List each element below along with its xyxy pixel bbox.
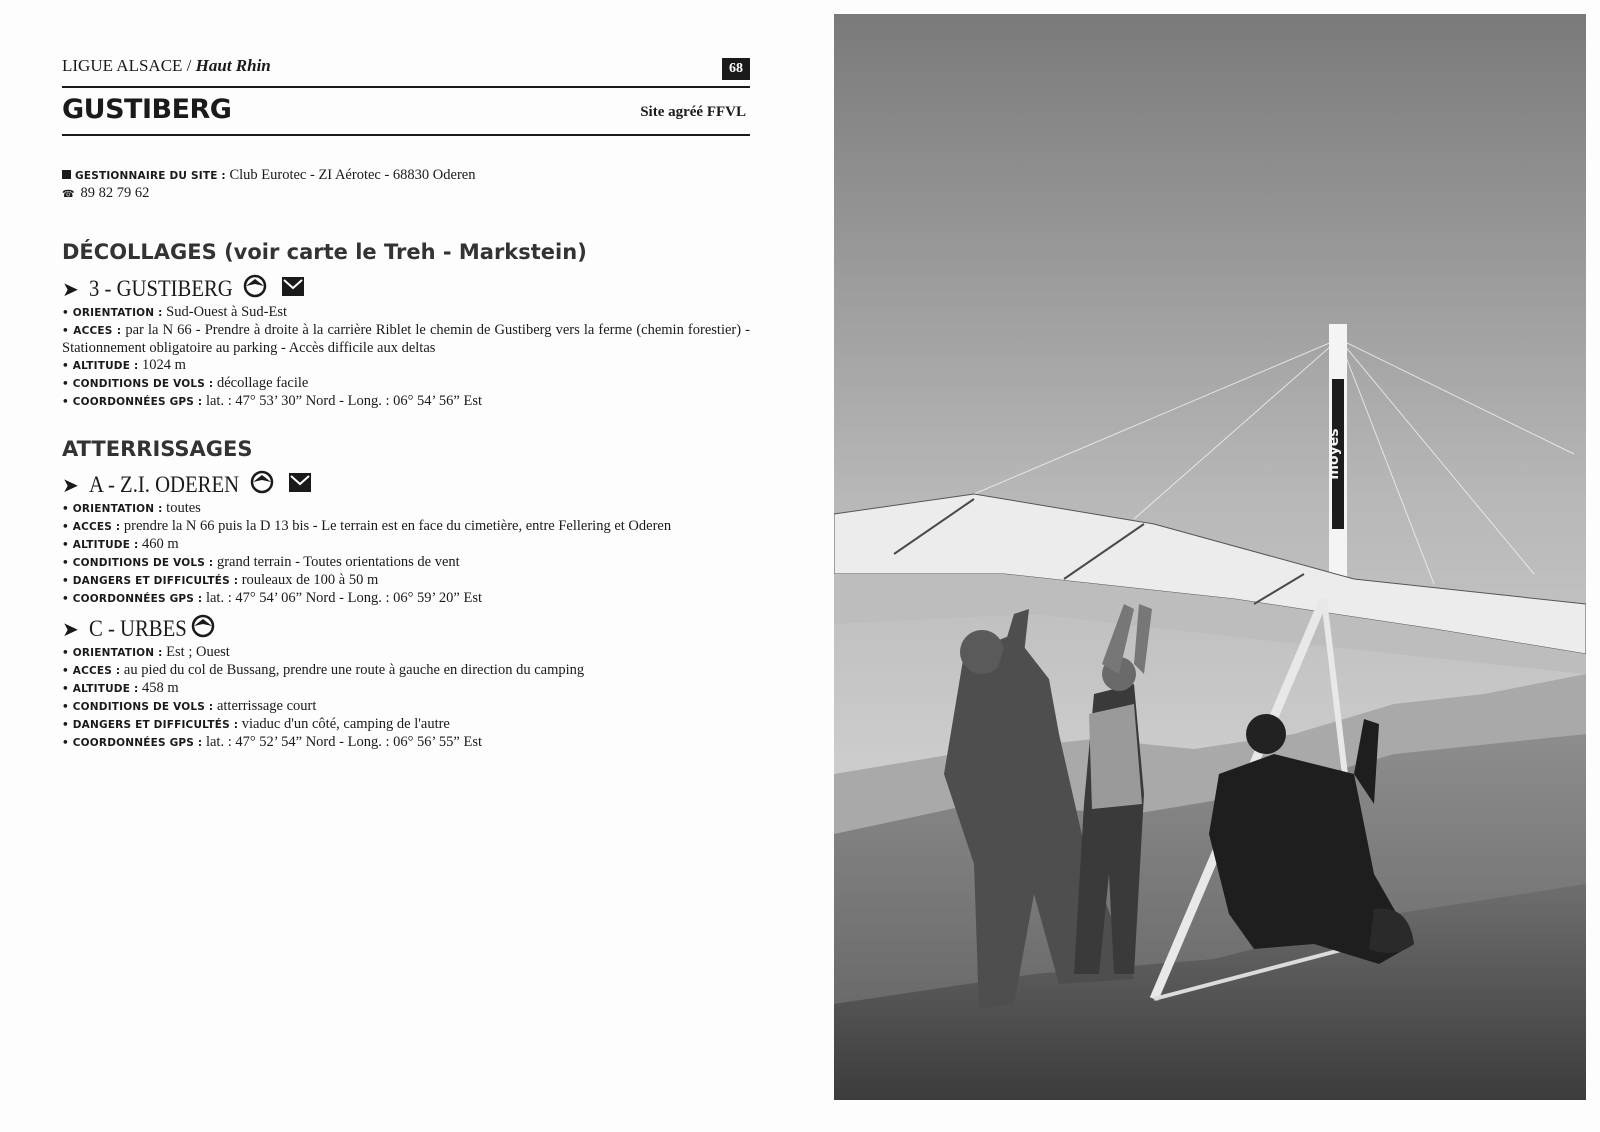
- site-manager: [62, 167, 750, 203]
- field-value: rouleaux de 100 à 50 m: [241, 572, 379, 588]
- site-field: [62, 375, 750, 393]
- field-label: • ORIENTATION :: [62, 647, 163, 659]
- site-field: [62, 644, 750, 662]
- site-field: [62, 662, 750, 680]
- manager-value: Club Eurotec - ZI Aérotec - 68830 Oderen: [229, 167, 476, 183]
- manager-label: GESTIONNAIRE DU SITE :: [75, 170, 226, 182]
- field-label: • ORIENTATION :: [62, 307, 163, 319]
- field-label: • DANGERS ET DIFFICULTÉS :: [62, 575, 239, 587]
- site-field: [62, 554, 750, 572]
- site-name: A - Z.I. ODEREN: [88, 472, 239, 497]
- site-field: [62, 716, 750, 734]
- page-number: 68: [722, 58, 750, 80]
- square-bullet-icon: [62, 170, 71, 179]
- field-label: • DANGERS ET DIFFICULTÉS :: [62, 719, 239, 731]
- agreement-badge: Site agréé FFVL: [640, 104, 746, 120]
- hang-glider-photo: [834, 14, 1586, 1100]
- page-title: GUSTIBERG: [62, 94, 232, 125]
- site-title: [62, 274, 750, 304]
- site-field: [62, 590, 750, 608]
- league-region: Haut Rhin: [195, 56, 271, 75]
- site-field: [62, 536, 750, 554]
- field-label: • CONDITIONS DE VOLS :: [62, 378, 214, 390]
- arrow-bullet-icon: ➤: [62, 277, 79, 301]
- field-value: prendre la N 66 puis la D 13 bis - Le terrain est en face du cimetière, entre Fellering et Oderen: [123, 518, 672, 534]
- field-value: grand terrain - Toutes orientations de vent: [216, 554, 460, 570]
- text-column: [62, 0, 750, 1132]
- field-value: lat. : 47° 53’ 30” Nord - Long. : 06° 54’ 56” Est: [205, 393, 482, 409]
- field-label: • ACCES :: [62, 521, 121, 533]
- takeoff-site: [62, 274, 750, 411]
- field-value: Sud-Ouest à Sud-Est: [166, 304, 288, 320]
- site-field: [62, 572, 750, 590]
- field-value: 460 m: [141, 536, 179, 552]
- field-value: atterrissage court: [216, 698, 317, 714]
- field-label: • ALTITUDE :: [62, 683, 139, 695]
- paraglider-icon: [281, 274, 305, 304]
- field-value: décollage facile: [216, 375, 309, 391]
- site-field: [62, 734, 750, 752]
- field-label: • CONDITIONS DE VOLS :: [62, 701, 214, 713]
- hang-glider-icon: [250, 470, 274, 500]
- phone-icon: ☎: [62, 189, 75, 200]
- field-value: lat. : 47° 52’ 54” Nord - Long. : 06° 56’ 55” Est: [205, 734, 482, 750]
- sail-brand-label: moyes: [1326, 428, 1342, 480]
- manager-phone: 89 82 79 62: [80, 185, 150, 201]
- hang-glider-icon: [191, 614, 215, 644]
- site-field: [62, 322, 750, 357]
- site-field: [62, 500, 750, 518]
- site-field: [62, 357, 750, 375]
- takeoff-heading: DÉCOLLAGES (voir carte le Treh - Markstein): [62, 240, 587, 264]
- divider: [62, 86, 750, 88]
- site-field: [62, 698, 750, 716]
- landing-site: [62, 614, 750, 752]
- hang-glider-icon: [243, 274, 267, 304]
- site-title: [62, 614, 750, 644]
- field-label: • ACCES :: [62, 665, 121, 677]
- divider: [62, 134, 750, 136]
- site-field: [62, 518, 750, 536]
- field-label: • COORDONNÉES GPS :: [62, 737, 203, 749]
- site-name: C - URBES: [88, 616, 187, 641]
- field-label: • ACCES :: [62, 325, 122, 337]
- field-value: au pied du col de Bussang, prendre une route à gauche en direction du camping: [123, 662, 585, 678]
- field-value: toutes: [166, 500, 201, 516]
- site-name: 3 - GUSTIBERG: [88, 276, 233, 301]
- site-field: [62, 304, 750, 322]
- field-label: • ORIENTATION :: [62, 503, 163, 515]
- landing-site: [62, 470, 750, 608]
- field-value: 1024 m: [141, 357, 186, 373]
- arrow-bullet-icon: ➤: [62, 617, 79, 641]
- site-field: [62, 680, 750, 698]
- field-label: • COORDONNÉES GPS :: [62, 593, 203, 605]
- field-label: • COORDONNÉES GPS :: [62, 396, 203, 408]
- field-label: • ALTITUDE :: [62, 539, 139, 551]
- landing-heading: ATTERRISSAGES: [62, 437, 253, 461]
- field-label: • ALTITUDE :: [62, 360, 139, 372]
- field-value: 458 m: [141, 680, 179, 696]
- league-name: LIGUE ALSACE /: [62, 56, 192, 75]
- field-value: par la N 66 - Prendre à droite à la carrière Riblet le chemin de Gustiberg vers la ferme (chemin forestier) - Stationnement obligatoire au parking - Accès difficile aux deltas: [62, 322, 751, 356]
- arrow-bullet-icon: ➤: [62, 473, 79, 497]
- field-value: viaduc d'un côté, camping de l'autre: [241, 716, 450, 732]
- site-title: [62, 470, 750, 500]
- site-field: [62, 393, 750, 411]
- field-value: lat. : 47° 54’ 06” Nord - Long. : 06° 59’ 20” Est: [205, 590, 482, 606]
- field-value: Est ; Ouest: [166, 644, 230, 660]
- field-label: • CONDITIONS DE VOLS :: [62, 557, 214, 569]
- paraglider-icon: [288, 470, 312, 500]
- league-heading: [62, 56, 271, 76]
